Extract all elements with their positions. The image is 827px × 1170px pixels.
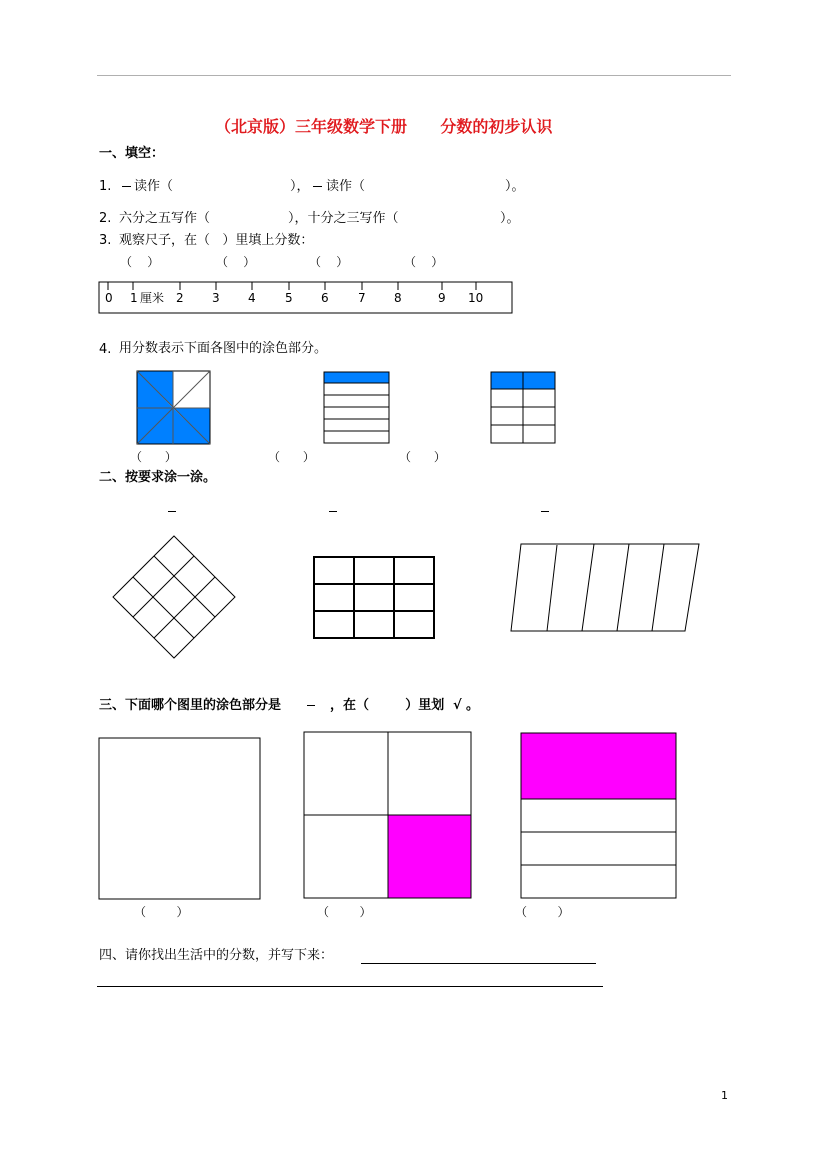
q3-number: 3. [99, 233, 112, 248]
section2-heading: 二、按要求涂一涂。 [99, 470, 217, 485]
section4-answer-line-2[interactable] [97, 986, 603, 987]
row-rectangle [521, 733, 676, 898]
q2-text-1: 六分之五写作（ [119, 211, 211, 226]
check-mark-icon: √ [453, 698, 462, 713]
q4-answer-3: （ ） [399, 450, 446, 464]
page-title: （北京版）三年级数学下册 分数的初步认识 [215, 117, 553, 136]
ruler-blank-3: （ ） [309, 255, 349, 269]
q1-read-label-1: 读作（ [134, 179, 174, 194]
section3-answer-3: （ ） [515, 905, 570, 919]
ruler-label-0: 0 [105, 291, 113, 305]
ruler-label-9: 9 [438, 291, 446, 305]
q1-read-label-2: 读作（ [326, 179, 366, 194]
section3-answer-1: （ ） [134, 905, 189, 919]
ruler-label-1: 1 [130, 291, 138, 305]
plain-square [99, 738, 260, 899]
q4-answer-1: （ ） [130, 450, 177, 464]
section3-answer-2: （ ） [317, 905, 372, 919]
section3-heading-2: ，在（ ）里划 [330, 698, 445, 713]
section1-heading: 一、填空： [99, 146, 165, 161]
ruler-label-unit: 厘米 [140, 291, 165, 305]
ruler-label-7: 7 [358, 291, 366, 305]
q1-close-1: ）， [290, 179, 310, 194]
section3-heading-1: 三、下面哪个图里的涂色部分是 [99, 698, 282, 713]
q4-answer-2: （ ） [268, 450, 315, 464]
section4-answer-line-1[interactable] [361, 963, 596, 964]
q2-number: 2. [99, 211, 112, 226]
q3-text: 观察尺子，在（ ）里填上分数： [119, 233, 314, 248]
q4-text: 用分数表示下面各图中的涂色部分。 [119, 341, 328, 356]
ruler-label-5: 5 [285, 291, 293, 305]
ruler-blank-4: （ ） [404, 255, 444, 269]
q1-number: 1. [99, 179, 112, 194]
q2-text-2: ），十分之三写作（ [288, 211, 399, 226]
ruler-label-6: 6 [321, 291, 329, 305]
q1-close-2: ）。 [505, 179, 525, 194]
quarter-square [304, 732, 471, 898]
ruler-blank-1: （ ） [120, 255, 160, 269]
ruler-label-8: 8 [394, 291, 402, 305]
ruler-label-3: 3 [212, 291, 220, 305]
ruler-label-4: 4 [248, 291, 256, 305]
ruler-label-2: 2 [176, 291, 184, 305]
section3-heading-end: 。 [466, 698, 480, 713]
page-number: 1 [721, 1089, 728, 1102]
section4-heading: 四、请你找出生活中的分数，并写下来： [99, 948, 334, 963]
q2-text-3: ）。 [500, 211, 520, 226]
ruler-label-10: 10 [468, 291, 484, 305]
ruler-blank-2: （ ） [216, 255, 256, 269]
q4-number: 4. [99, 342, 112, 357]
